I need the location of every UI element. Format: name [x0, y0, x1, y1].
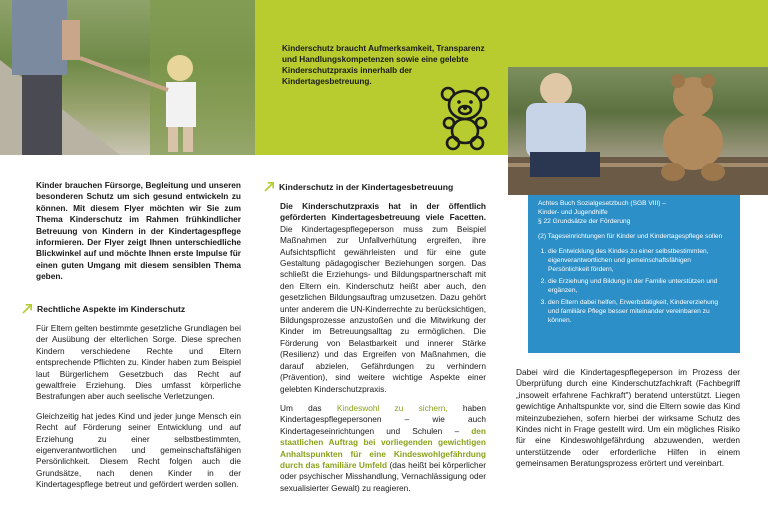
- middle-p2-b: haben Kindertagespflegepersonen – wie auch Kindertageseinrichtungen und Schulen –: [280, 402, 487, 436]
- photo-parent-child-walking: [0, 0, 255, 155]
- box-list-item: 1. die Entwicklung des Kindes zu einer selbstbestimmten, eigenverantwortlichen und gemeinschaftsfähigen Persönlichkeit fördern,: [548, 247, 730, 274]
- box-list-item: 2. die Erziehung und Bildung in der Familie unterstützen und ergänzen,: [548, 277, 730, 295]
- middle-p2-c: (das heißt bei körperlicher oder psychischer Misshandlung, Vernachlässigung oder sexualisierter Gewalt) zu reagieren.: [280, 459, 486, 493]
- heading-kita: [264, 181, 453, 192]
- middle-p2-a: Um das: [280, 402, 337, 413]
- middle-paragraph-2: [280, 403, 486, 494]
- middle-p2-highlight-2: den staatlichen Auftrag bei vorliegenden gewichtigen Anhaltspunkten für eine Kindeswohlgefährdung durch das familiäre Umfeld: [280, 425, 486, 470]
- left-body: [36, 323, 241, 499]
- arrow-icon: [22, 303, 33, 314]
- box-list-item: 3. den Eltern dabei helfen, Erwerbstätigkeit, Kindererziehung und familiäre Pflege besser miteinander vereinbaren zu können.: [548, 298, 730, 325]
- heading-legal-label: Rechtliche Aspekte im Kinderschutz: [37, 303, 186, 314]
- law-info-box: [528, 195, 740, 353]
- left-paragraph-2: Gleichzeitig hat jedes Kind und jeder junge Mensch ein Recht auf Förderung seiner Entwicklung und auf Erziehung zu einer selbstbestimmten, eigenverantwortlichen und gemeinschaftsfähigen Persönlichkeit. Diesem Recht folgen auch die Grundsätze, nach denen Kinder in der Kindertagespflege betreut und gefördert werden sollen.: [36, 410, 241, 490]
- box-title-2: Kinder- und Jugendhilfe: [538, 209, 608, 216]
- middle-paragraph-1: [280, 201, 486, 395]
- teddy-bear-icon: [437, 85, 493, 151]
- middle-p2-highlight-1: Kindeswohl zu sichern,: [336, 402, 448, 413]
- middle-p1-rest: Die Kindertagespflegeperson muss zum Beispiel Maßnahmen zur Unfallverhütung ergreifen, ihre Aufsichtspflicht gewährleisten und für eine gute Gestaltung pädagogischer Beziehungen sorgen. Das schließt die Erziehungs- und Bildungspartnerschaft mit den Eltern ein. Kinderschutz heißt aber auch, den gesetzlichen Bildungsauftrag umzusetzen. Dazu gehört unter anderem die UN-Kinderrechte zu berücksichtigen, Bildungsprozesse anzustoßen und die Mitwirkung der Kinder im Betreuungsalltag zu ermöglichen. Die Förderung von Belastbarkeit und innerer Stärke (Resilienz) und das Ergreifen von Maßnahmen, die darauf abzielen, Gefährdungen zu verhindern (Prävention), sind weitere wichtige Aspekte einer gelebten Kinderschutzpraxis.: [280, 223, 486, 394]
- arrow-icon: [264, 181, 275, 192]
- quote-text: Kinderschutz braucht Aufmerksamkeit, Transparenz und Handlungskompetenzen sowie eine gelebte Kinderschutzpraxis innerhalb der Kindertagesbetreuung.: [282, 44, 485, 86]
- intro-text: Kinder brauchen Fürsorge, Begleitung und unseren besonderen Schutz um sich gesund entwickeln zu können. Mit diesem Flyer möchten wir Sie zum Thema Kinderschutz im Rahmen frühkindlicher Betreuung von Kindern in der Kindertagespflege informieren. Der Flyer zeigt Ihnen unterschiedliche Blickwinkel auf und möchte Ihnen erste Impulse für einen guten Umgang mit diesem sensiblen Thema geben.: [36, 180, 241, 282]
- photo-child-with-teddy: [508, 67, 768, 195]
- box-list: [538, 247, 730, 325]
- box-subtitle: (2) Tageseinrichtungen für Kinder und Kindertagespflege sollen: [538, 233, 723, 240]
- box-title-3: § 22 Grundsätze der Förderung: [538, 218, 631, 225]
- left-paragraph-1: Für Eltern gelten bestimmte gesetzliche Grundlagen bei der Ausübung der elterlichen Sorge. Diese sprechen Kindern verschiedene Rechte und Eltern entsprechende Pflichten zu. Kinder haben zum Beispiel laut Bürgerlichem Gesetzbuch das Recht auf gewaltfreie Erziehung. Dies umfasst körperliche Bestrafungen aber auch seelische Verletzungen.: [36, 323, 241, 402]
- heading-kita-label: Kinderschutz in der Kindertagesbetreuung: [279, 181, 454, 192]
- middle-p1-bold: Die Kinderschutzpraxis hat in der öffentlich geförderten Kindertagesbetreuung viele Facetten.: [280, 201, 486, 223]
- right-paragraph: Dabei wird die Kindertagespflegeperson im Prozess der Überprüfung durch eine Kinderschutzfachkraft (Fachbegriff „insoweit erfahrene Fachkraft") beratend unterstützt. Liegen gewichtige Anhaltspunkte vor, sind die Eltern sowie das Kind miteinzubeziehen, sofern hierbei der wirksame Schutz des Kindes nicht in Frage gestellt wird. Um ein mögliches Risiko für eine Kindeswohlgefährdung abzuwenden, werden unterstützende oder erforderliche Hilfen in einem gemeinsamen Beratungsprozess erörtert und vereinbart.: [516, 367, 740, 469]
- heading-legal: [22, 303, 185, 314]
- middle-body: [280, 201, 486, 502]
- box-title-1: Achtes Buch Sozialgesetzbuch (SGB VIII) –: [538, 200, 666, 207]
- green-banner-right: [508, 0, 768, 67]
